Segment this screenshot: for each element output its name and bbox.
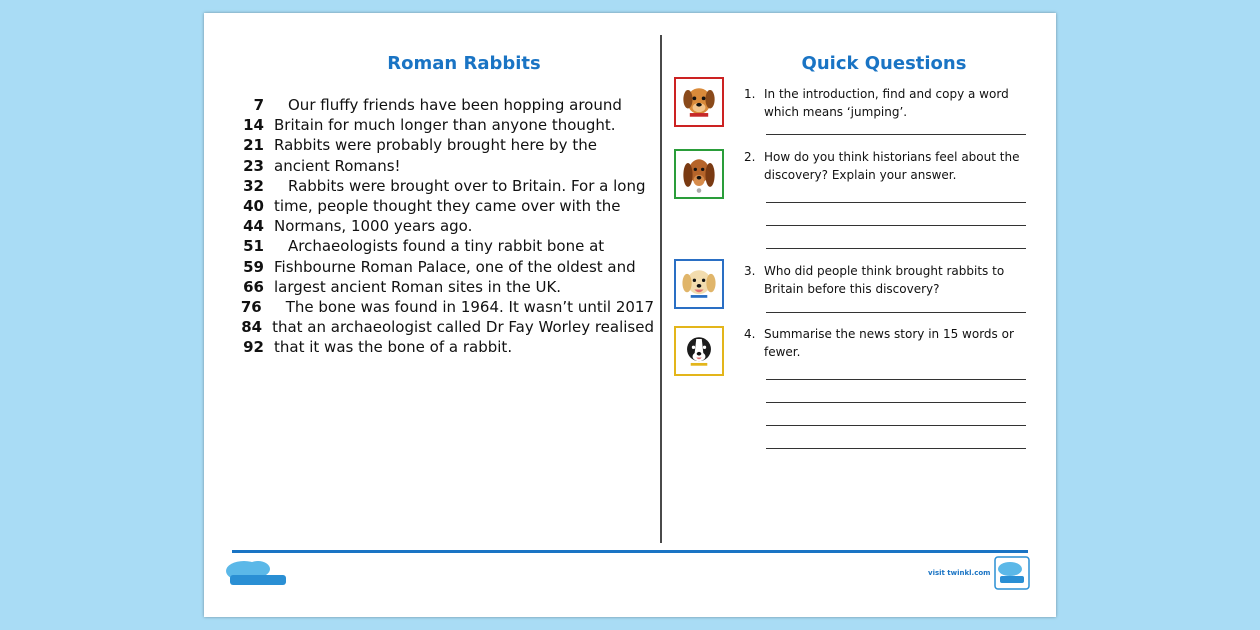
answer-line[interactable] <box>766 448 1026 449</box>
line-text: largest ancient Roman sites in the UK. <box>274 277 562 296</box>
line-text: The bone was found in 1964. It wasn’t until 2017 <box>285 297 654 316</box>
line-text: Fishbourne Roman Palace, one of the oldest and <box>274 257 636 276</box>
line-text: Our fluffy friends have been hopping around <box>288 96 622 115</box>
question-number: 3. <box>744 264 756 278</box>
visit-link[interactable]: visit twinkl.com <box>928 569 991 577</box>
question-text: Summarise the news story in 15 words or fewer. <box>764 327 1014 359</box>
answer-line[interactable] <box>766 379 1026 380</box>
reading-line <box>234 176 654 196</box>
line-text: Normans, 1000 years ago. <box>274 217 473 236</box>
question-2 <box>744 148 1034 184</box>
question-text: Who did people think brought rabbits to Britain before this discovery? <box>764 264 1005 296</box>
reading-line <box>234 297 654 317</box>
reading-line <box>234 337 654 357</box>
reading-line <box>234 95 654 115</box>
line-text: Britain for much longer than anyone thought. <box>274 116 616 135</box>
reading-line <box>234 135 654 155</box>
answer-line[interactable] <box>766 134 1026 135</box>
line-text: Rabbits were brought over to Britain. For a long <box>288 176 646 195</box>
reading-line <box>234 196 654 216</box>
reading-line <box>234 317 654 337</box>
answer-line[interactable] <box>766 202 1026 203</box>
question-text: How do you think historians feel about the discovery? Explain your answer. <box>764 150 1020 182</box>
dog-icon-bloodhound <box>674 149 724 199</box>
column-divider <box>660 35 662 543</box>
line-text: Rabbits were probably brought here by the <box>274 136 597 155</box>
worksheet-page <box>204 13 1056 617</box>
reading-line <box>234 156 654 176</box>
dog-icon-golden-retriever <box>674 259 724 309</box>
question-4 <box>744 325 1034 361</box>
reading-line <box>234 115 654 135</box>
line-text: Archaeologists found a tiny rabbit bone at <box>288 237 605 256</box>
reading-title: Roman Rabbits <box>387 53 541 74</box>
word-count: 66 <box>243 277 264 296</box>
question-number: 1. <box>744 87 756 101</box>
twinkl-badge-icon <box>994 556 1030 590</box>
word-count: 23 <box>243 156 264 175</box>
reading-line <box>234 216 654 236</box>
dog-icon-border-collie <box>674 326 724 376</box>
answer-line[interactable] <box>766 425 1026 426</box>
word-count: 21 <box>243 136 264 155</box>
line-text: that an archaeologist called Dr Fay Worley realised <box>272 318 654 337</box>
question-3 <box>744 262 1034 298</box>
answer-line[interactable] <box>766 312 1026 313</box>
answer-line[interactable] <box>766 225 1026 226</box>
word-count: 40 <box>243 197 264 216</box>
word-count: 59 <box>243 257 264 276</box>
question-text: In the introduction, find and copy a word which means ‘jumping’. <box>764 87 1009 119</box>
question-1 <box>744 85 1034 121</box>
question-number: 4. <box>744 327 756 341</box>
question-number: 2. <box>744 150 756 164</box>
word-count: 84 <box>241 318 263 337</box>
twinkl-logo-icon <box>224 559 294 589</box>
word-count: 32 <box>243 176 264 195</box>
reading-line <box>234 257 654 277</box>
line-text: time, people thought they came over with the <box>274 197 621 216</box>
word-count: 7 <box>253 96 264 115</box>
line-text: ancient Romans! <box>274 156 401 175</box>
answer-line[interactable] <box>766 402 1026 403</box>
dog-icon-red-collar <box>674 77 724 127</box>
word-count: 44 <box>243 217 264 236</box>
reading-line <box>234 236 654 256</box>
reading-line <box>234 277 654 297</box>
footer-rule <box>232 550 1028 553</box>
word-count: 92 <box>243 338 264 357</box>
word-count: 14 <box>243 116 264 135</box>
word-count: 51 <box>243 237 264 256</box>
reading-passage <box>234 95 654 357</box>
word-count: 76 <box>240 297 262 316</box>
questions-title: Quick Questions <box>801 53 967 74</box>
line-text: that it was the bone of a rabbit. <box>274 338 513 357</box>
answer-line[interactable] <box>766 248 1026 249</box>
